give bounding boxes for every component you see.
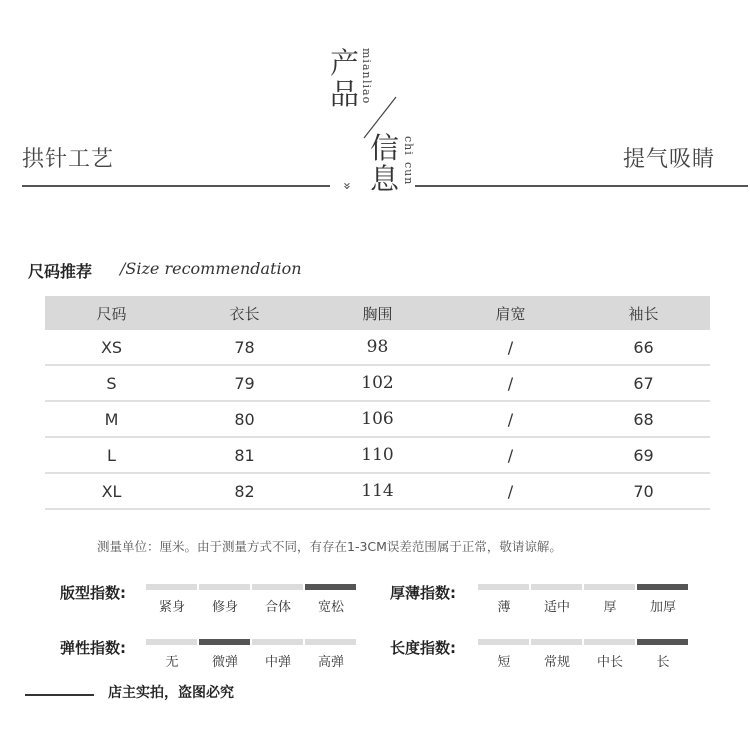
title-char-4: 息 <box>370 162 400 196</box>
table-row <box>45 330 710 366</box>
cell-chest: 102 <box>361 373 394 393</box>
header-size: 尺码 <box>96 304 127 323</box>
cell-shoulder: / <box>507 373 514 393</box>
elasticity-index-bar <box>305 639 356 645</box>
cell-length: 80 <box>234 409 255 429</box>
cell-sleeve: 67 <box>633 373 654 393</box>
length-index-bar <box>478 639 529 645</box>
title-slash-divider <box>360 95 400 140</box>
cell-length: 79 <box>234 373 255 393</box>
cell-length: 82 <box>234 481 255 501</box>
cell-size: L <box>107 445 116 465</box>
cell-shoulder: / <box>507 481 514 501</box>
length-index-bar <box>584 639 635 645</box>
elasticity-index-option: 微弹 <box>211 655 238 670</box>
size-table <box>45 296 710 510</box>
table-row <box>45 366 710 402</box>
thickness-index-label: 厚薄指数: <box>390 584 456 602</box>
elasticity-index-bar <box>146 639 197 645</box>
thickness-index-option: 厚 <box>603 600 617 615</box>
fit-index-option: 紧身 <box>158 600 185 615</box>
header-sleeve: 袖长 <box>628 304 659 323</box>
length-index-option: 长 <box>656 655 670 670</box>
thickness-index-bar <box>584 584 635 590</box>
title-char-1: 产 <box>330 46 360 80</box>
thickness-index-option: 薄 <box>497 600 511 615</box>
table-row <box>45 402 710 438</box>
cell-shoulder: / <box>507 409 514 429</box>
thickness-index-bar <box>478 584 529 590</box>
length-index-bar <box>637 639 688 645</box>
cell-length: 78 <box>234 337 255 357</box>
fit-index-bar <box>199 584 250 590</box>
elasticity-index-bar <box>199 639 250 645</box>
header-right-text: 提气吸睛 <box>623 147 716 172</box>
header-divider-right <box>415 185 748 187</box>
fit-index-bar <box>305 584 356 590</box>
cell-length: 81 <box>234 445 255 465</box>
cell-sleeve: 66 <box>633 337 654 357</box>
cell-sleeve: 68 <box>633 409 654 429</box>
title-char-3: 信 <box>370 131 400 165</box>
length-index-bar <box>531 639 582 645</box>
fit-index-label: 版型指数: <box>60 584 126 602</box>
cell-shoulder: / <box>507 445 514 465</box>
elasticity-index-option: 无 <box>165 655 179 670</box>
chevron-down-icon: » <box>338 182 354 190</box>
section-title-en: /Size recommendation <box>120 259 302 278</box>
header-divider-left <box>22 185 330 187</box>
length-index-label: 长度指数: <box>390 639 456 657</box>
thickness-index-bar <box>531 584 582 590</box>
fit-index-bar <box>252 584 303 590</box>
cell-shoulder: / <box>507 337 514 357</box>
table-row <box>45 438 710 474</box>
footer-line <box>25 694 94 696</box>
cell-sleeve: 69 <box>633 445 654 465</box>
section-title-cn: 尺码推荐 <box>28 262 93 281</box>
cell-chest: 114 <box>361 481 394 501</box>
elasticity-index-option: 高弹 <box>317 655 344 670</box>
table-header <box>45 296 710 330</box>
thickness-index-option: 适中 <box>543 600 570 615</box>
cell-size: M <box>104 409 119 429</box>
cell-size: XS <box>100 337 123 357</box>
thickness-index-option: 加厚 <box>649 600 676 615</box>
pinyin-bottom-2: cun <box>402 162 415 186</box>
cell-sleeve: 70 <box>633 481 654 501</box>
pinyin-top-2: liao <box>360 80 373 105</box>
header-chest: 胸围 <box>362 304 393 323</box>
pinyin-top-1: mian <box>360 48 373 80</box>
cell-chest: 106 <box>361 409 394 429</box>
elasticity-index-option: 中弹 <box>264 655 291 670</box>
cell-size: S <box>106 373 117 393</box>
footer-text: 店主实拍，盗图必究 <box>108 685 234 701</box>
title-char-2: 品 <box>330 77 360 111</box>
length-index-option: 中长 <box>596 655 623 670</box>
measurement-note: 测量单位：厘米。由于测量方式不同，有存在1-3CM误差范围属于正常，敬请谅解。 <box>97 539 562 554</box>
fit-index-bar <box>146 584 197 590</box>
fit-index-option: 合体 <box>264 600 291 615</box>
table-row <box>45 474 710 510</box>
header-left-text: 拱针工艺 <box>22 147 115 172</box>
header-shoulder: 肩宽 <box>495 304 526 323</box>
fit-index-option: 修身 <box>211 600 238 615</box>
length-index-option: 常规 <box>543 655 570 670</box>
elasticity-index-label: 弹性指数: <box>60 639 126 657</box>
cell-chest: 110 <box>361 445 394 465</box>
elasticity-index-bar <box>252 639 303 645</box>
header-length: 衣长 <box>229 304 260 323</box>
cell-size: XL <box>101 481 122 501</box>
length-index-option: 短 <box>497 655 511 670</box>
fit-index-option: 宽松 <box>317 600 344 615</box>
cell-chest: 98 <box>366 337 389 357</box>
pinyin-bottom-1: chi <box>402 136 415 156</box>
thickness-index-bar <box>637 584 688 590</box>
